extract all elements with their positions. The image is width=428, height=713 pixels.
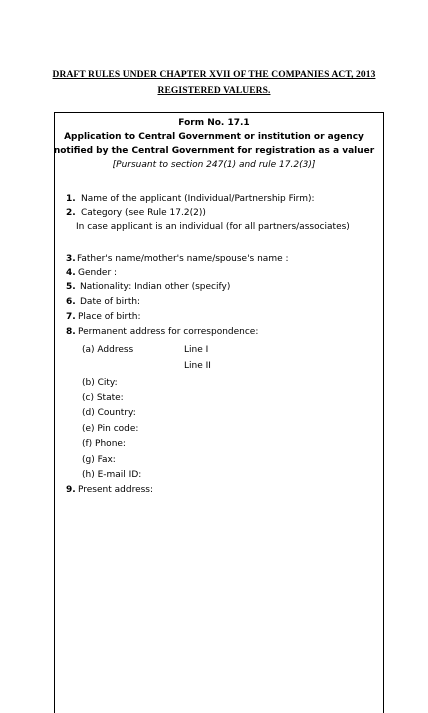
item-8d-country: (d) Country: bbox=[82, 408, 136, 418]
item-8f-phone: (f) Phone: bbox=[82, 439, 126, 449]
item-8a-address: (a) Address bbox=[82, 345, 134, 355]
item-6-label: Date of birth: bbox=[80, 297, 141, 307]
form-pursuant: [Pursuant to section 247(1) and rule 17.2(3)] bbox=[112, 160, 316, 170]
item-4-number: 4. bbox=[66, 268, 76, 278]
item-8e-pin-code: (e) Pin code: bbox=[82, 424, 139, 434]
item-4-label: Gender : bbox=[78, 268, 118, 278]
item-5-number: 5. bbox=[66, 282, 76, 292]
form-title-line2: notified by the Central Government for registration as a valuer bbox=[53, 146, 375, 156]
item-6-number: 6. bbox=[66, 297, 76, 307]
item-9-label: Present address: bbox=[78, 485, 154, 495]
form-title-line1: Application to Central Government or institution or agency bbox=[64, 132, 364, 142]
item-7-label: Place of birth: bbox=[78, 312, 141, 322]
item-8h-email: (h) E-mail ID: bbox=[82, 470, 142, 480]
item-8c-state: (c) State: bbox=[82, 393, 124, 403]
item-8g-fax: (g) Fax: bbox=[82, 455, 116, 465]
item-2-number: 2. bbox=[66, 208, 76, 218]
item-2-note: In case applicant is an individual (for all partners/associates) bbox=[76, 222, 350, 232]
item-8-label: Permanent address for correspondence: bbox=[78, 327, 259, 337]
item-5-label: Nationality: Indian other (specify) bbox=[80, 282, 231, 292]
item-1-number: 1. bbox=[66, 194, 76, 204]
item-1-label: Name of the applicant (Individual/Partnership Firm): bbox=[81, 194, 315, 204]
item-2-label: Category (see Rule 17.2(2)) bbox=[81, 208, 206, 218]
item-3-label: Father's name/mother's name/spouse's name : bbox=[77, 254, 289, 264]
form-number: Form No. 17.1 bbox=[178, 118, 250, 128]
document-heading: DRAFT RULES UNDER CHAPTER XVII OF THE COMPANIES ACT, 2013 bbox=[52, 70, 376, 80]
document-subheading: REGISTERED VALUERS. bbox=[157, 86, 271, 96]
item-8b-city: (b) City: bbox=[82, 378, 118, 388]
address-line-2: Line II bbox=[184, 361, 211, 371]
item-3-number: 3. bbox=[66, 254, 76, 264]
address-line-1: Line I bbox=[184, 345, 209, 355]
item-7-number: 7. bbox=[66, 312, 76, 322]
item-9-number: 9. bbox=[66, 485, 76, 495]
item-8-number: 8. bbox=[66, 327, 76, 337]
